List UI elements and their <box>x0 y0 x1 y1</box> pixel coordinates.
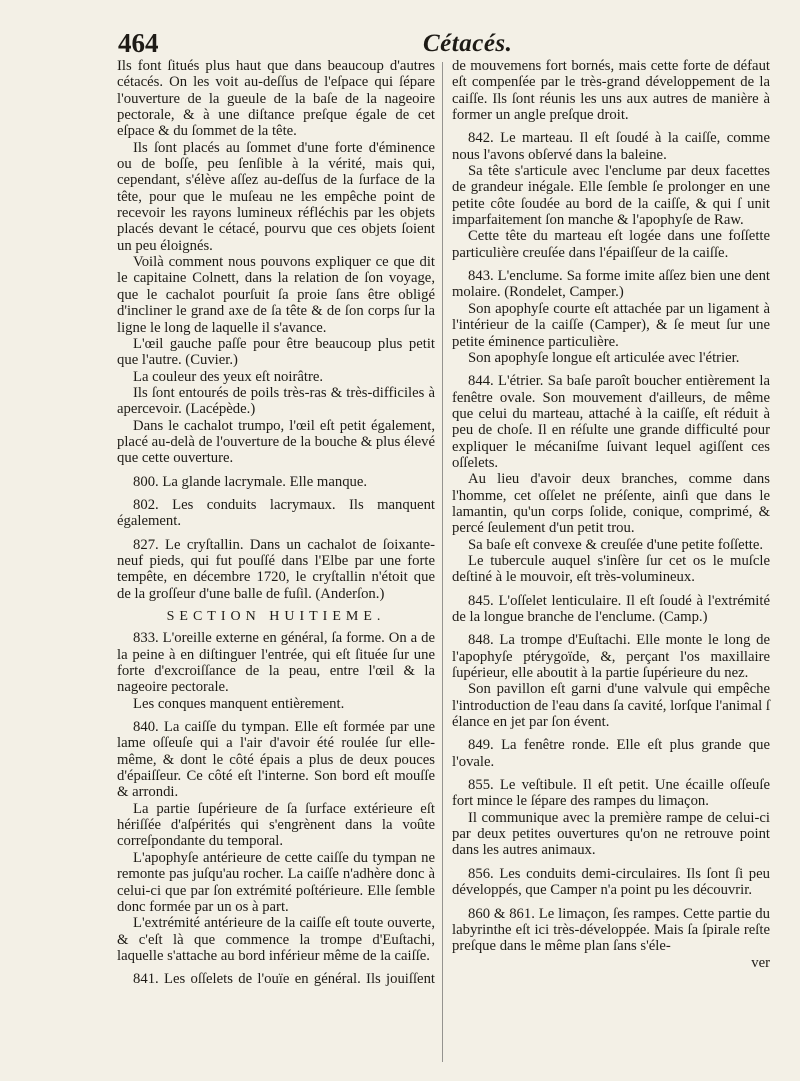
paragraph: Sa baſe eſt convexe & creuſée d'une petite foſſette. <box>468 536 764 553</box>
paragraph: Il communique avec la première rampe de celui-ci par deux petites ouvertures qu'on ne retrouve point dans les autres animaux. <box>452 809 770 859</box>
paragraph: 840. La caiſſe du tympan. Elle eſt formée par une lame oſſeuſe qui a l'air d'avoir été roulée ſur elle-même, & dont le côté épais a plus de deux pouces d'épaiſſeur. Ce côté eſt l'interne. Son bord eſt mouſſe & arrondi. <box>117 719 435 801</box>
paragraph: 842. Le marteau. Il eſt ſoudé à la caiſſe, comme nous l'avons obſervé dans la baleine. <box>452 130 770 163</box>
left-text-column <box>117 58 435 988</box>
paragraph: Son apophyſe courte eſt attachée par un ligament à l'intérieur de la caiſſe (Camper), & ſe meut ſur une petite éminence particulière. <box>452 300 770 350</box>
paragraph: 860 & 861. Le limaçon, ſes rampes. Cette partie du labyrinthe eſt ici très-développée. Mais ſa ſpirale reſte preſque dans le même plan ſans s'éle- <box>452 905 770 955</box>
paragraph: de mouvemens fort bornés, mais cette forte de défaut eſt compenſée par le très-grand développement de la caiſſe. Ils ſont réunis les uns aux autres de manière à former un angle preſque droit. <box>452 58 770 124</box>
paragraph: La couleur des yeux eſt noirâtre. <box>133 368 324 385</box>
paragraph: 848. La trompe d'Euſtachi. Elle monte le long de l'apophyſe ptérygoïde, &, perçant l'os maxillaire ſupérieur, elle aboutit à la partie ſupérieure du nez. <box>452 632 770 682</box>
paragraph: 827. Le cryſtallin. Dans un cachalot de ſoixante-neuf pieds, qui fut pouſſé dans l'Elbe par une forte tempête, en décembre 1720, le cryſtallin n'étoit que de la groſſeur d'une balle de fuſil. (Anderſon.) <box>117 536 435 602</box>
page-number: 464 <box>118 28 159 58</box>
paragraph: Ils font ſitués plus haut que dans beaucoup d'autres cétacés. On les voit au-deſſus de l'eſpace qui ſépare l'ouverture de la gueule de la baſe de la nageoire pectorale, & à une diſtance preſque égale de cet eſpace & du ſommet de la tête. <box>117 58 435 140</box>
paragraph: Le tubercule auquel s'inſère ſur cet os le muſcle deſtiné à le mouvoir, eſt très-volumineux. <box>452 552 770 586</box>
paragraph: La partie ſupérieure de ſa ſurface extérieure eſt hériſſée d'aſpérités qui s'engrènent dans la voûte correſpondante du temporal. <box>117 800 435 850</box>
paragraph: Son apophyſe longue eſt articulée avec l'étrier. <box>468 349 740 366</box>
paragraph: 841. Les oſſelets de l'ouïe en général. Ils jouiſſent <box>133 971 435 988</box>
paragraph: Sa tête s'articule avec l'enclume par deux facettes de grandeur inégale. Elle ſemble ſe prolonger en une petite côte ſoudée au bord de la caiſſe, & qui ſ unit imparfaitement ſon manche & l'apophyſe de Raw. <box>452 163 770 229</box>
catchword: ver <box>751 954 770 971</box>
section-heading: SECTION HUITIEME. <box>166 609 386 624</box>
paragraph: 843. L'enclume. Sa forme imite aſſez bien une dent molaire. (Rondelet, Camper.) <box>452 268 770 301</box>
paragraph: 833. L'oreille externe en général, ſa forme. On a de la peine à en diſtinguer l'entrée, qui eſt ſituée ſur une forte d'excroiſſance de la peau, entre l'œil & la nageoire pectorale. <box>117 630 435 696</box>
paragraph: L'œil gauche paſſe pour être beaucoup plus petit que l'autre. (Cuvier.) <box>117 335 435 369</box>
running-title: Cétacés. <box>423 30 513 57</box>
paragraph: L'extrémité antérieure de la caiſſe eſt toute ouverte, & c'eſt là que commence la trompe d'Euſtachi, laquelle s'attache au bord inférieur même de la caiſſe. <box>117 915 435 964</box>
paragraph: L'apophyſe antérieure de cette caiſſe du tympan ne remonte pas juſqu'au rocher. La caiſſe n'adhère donc à celui-ci que par ſon extrémité poſtérieure. Elle ſemble donc formée par un os à part. <box>117 849 435 915</box>
paragraph: 845. L'oſſelet lenticulaire. Il eſt ſoudé à l'extrémité de la longue branche de l'enclume. (Camp.) <box>452 592 770 625</box>
paragraph: 849. La fenêtre ronde. Elle eſt plus grande que l'ovale. <box>452 737 770 770</box>
paragraph: Son pavillon eſt garni d'une valvule qui empêche l'introduction de l'eau dans ſa cavité, lorſque l'animal ſ élance en jet par ſon évent. <box>452 681 770 731</box>
paragraph: Dans le cachalot trumpo, l'œil eſt petit également, placé au-delà de l'ouverture de la bouche & plus élevé que cette ouverture. <box>117 417 435 467</box>
paragraph: Au lieu d'avoir deux branches, comme dans l'homme, cet oſſelet ne préſente, ainſi que dans le lamantin, qu'un corps ſolide, conique, comprimé, & percé ſeulement d'un petit trou. <box>452 471 770 537</box>
paragraph: Ils ſont entourés de poils très-ras & très-difficiles à apercevoir. (Lacépède.) <box>117 384 435 418</box>
paragraph: 802. Les conduits lacrymaux. Ils manquent également. <box>117 496 435 530</box>
paragraph: 800. La glande lacrymale. Elle manque. <box>133 473 368 490</box>
paragraph: Les conques manquent entièrement. <box>133 695 345 712</box>
column-divider <box>442 62 443 1062</box>
paragraph: 844. L'étrier. Sa baſe paroît boucher entièrement la fenêtre ovale. Son mouvement d'ailleurs, de même que celui du marteau, attaché à la caiſſe, eſt réduit à peu de choſe. Il en réſulte une grande difficulté pour expliquer le mécaniſme ſuivant lequel agiſſent ces oſſelets. <box>452 373 770 471</box>
paragraph: 855. Le veſtibule. Il eſt petit. Une écaille oſſeuſe fort mince le ſépare des rampes du limaçon. <box>452 777 770 810</box>
paragraph: Ils ſont placés au ſommet d'une forte d'éminence ou de boſſe, peu ſenſible à la vérité, mais qui, cependant, s'élève aſſez au-deſſus de la ſurface de la tête, pour que le muſeau ne les empêche point de recevoir les rayons lumineux réfléchis par les objets placés devant le cétacé, pourvu que ces objets ſoient un peu éloignés. <box>117 139 435 254</box>
paragraph: 856. Les conduits demi-circulaires. Ils ſont ſi peu développés, que Camper n'a point pu les découvrir. <box>452 865 770 899</box>
right-text-column <box>452 58 770 971</box>
paragraph: Voilà comment nous pouvons expliquer ce que dit le capitaine Colnett, dans la relation de ſon voyage, que le cachalot pourſuit ſa proie ſans être obligé d'incliner le grand axe de ſa tête & de ſon corps ſur la ligne le long de laquelle il s'avance. <box>117 254 435 336</box>
paragraph: Cette tête du marteau eſt logée dans une foſſette particulière creuſée dans l'épaiſſeur de la caiſſe. <box>452 228 770 261</box>
